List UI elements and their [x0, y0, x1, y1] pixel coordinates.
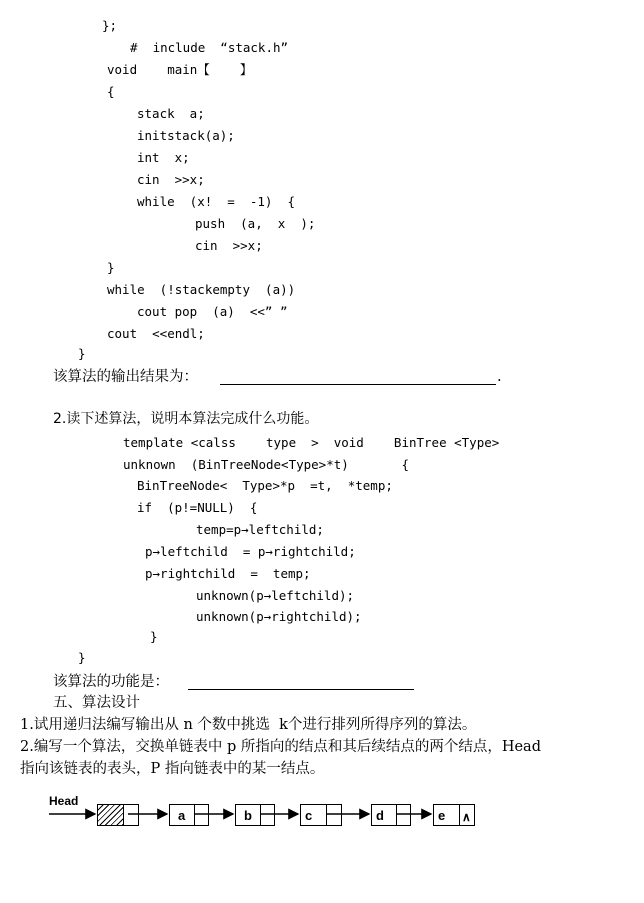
head-label: Head	[49, 794, 79, 808]
q1-answer-period: .	[497, 369, 502, 385]
q1-answer-label: 该算法的输出结果为：	[53, 369, 198, 385]
code-line: cin >>x;	[137, 172, 205, 187]
task-2-line-2: 指向该链表的表头，P 指向链表中的某一结点。	[20, 761, 325, 777]
code-line: unknown(p→rightchild);	[196, 609, 362, 624]
list-node-b	[235, 804, 275, 826]
node-value: c	[305, 808, 313, 823]
code-line: if (p!=NULL) {	[137, 500, 258, 515]
code-line: while (x! = -1) {	[137, 194, 296, 209]
head-node	[97, 804, 139, 826]
node-value: e	[438, 808, 446, 823]
q1-answer-blank	[220, 384, 496, 385]
section-5-title: 五、算法设计	[53, 695, 140, 711]
code-line: while (!stackempty (a))	[107, 282, 296, 297]
code-line: }	[150, 629, 158, 644]
code-line: # include “stack.h”	[130, 40, 289, 55]
list-node-e	[433, 804, 475, 826]
code-line: unknown(p→leftchild);	[196, 588, 355, 603]
code-line: unknown (BinTreeNode<Type>*t) {	[123, 457, 409, 472]
null-pointer-mark: ∧	[462, 810, 471, 824]
task-2-line-1: 2.编写一个算法，交换单链表中 p 所指向的结点和其后续结点的两个结点，Head	[20, 739, 541, 755]
code-line: }	[78, 346, 86, 361]
list-node-a	[169, 804, 209, 826]
q2-answer-label: 该算法的功能是：	[53, 674, 169, 690]
list-node-d	[371, 804, 411, 826]
code-line: p→leftchild = p→rightchild;	[145, 544, 356, 559]
code-line: }	[78, 650, 86, 665]
node-value: b	[244, 808, 252, 823]
code-line: cout <<endl;	[107, 326, 205, 341]
code-line: }	[107, 260, 115, 275]
code-line: p→rightchild = temp;	[145, 566, 311, 581]
code-line: initstack(a);	[137, 128, 235, 143]
code-line: BinTreeNode< Type>*p =t, *temp;	[137, 478, 393, 493]
code-line: cin >>x;	[195, 238, 263, 253]
code-line: {	[107, 84, 115, 99]
code-line: temp=p→leftchild;	[196, 522, 324, 537]
code-line: };	[102, 18, 118, 33]
q2-answer-blank	[188, 689, 414, 690]
code-line: template <calss type > void BinTree <Type>	[123, 435, 500, 450]
node-value: a	[178, 808, 186, 823]
code-line: void main【 】	[107, 62, 253, 77]
list-node-c	[300, 804, 342, 826]
code-line: cout pop (a) <<” ”	[137, 304, 288, 319]
code-line: int x;	[137, 150, 190, 165]
code-line: push (a, x );	[195, 216, 316, 231]
code-line: stack a;	[137, 106, 205, 121]
head-node-hatched-field	[98, 805, 124, 825]
node-value: d	[376, 808, 384, 823]
task-1: 1.试用递归法编写输出从 n 个数中挑选 k个进行排列所得序列的算法。	[20, 717, 477, 733]
q2-title: 2.读下述算法，说明本算法完成什么功能。	[53, 411, 319, 427]
